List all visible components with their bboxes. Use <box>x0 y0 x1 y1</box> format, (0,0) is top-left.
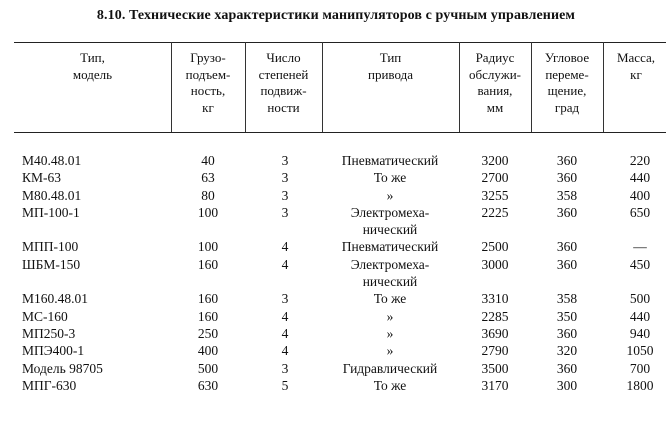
cell-drive: » <box>386 187 394 203</box>
table-row <box>0 308 672 325</box>
cell-model: Модель 98705 <box>22 360 103 376</box>
cell-model: МПП-100 <box>22 239 79 255</box>
table-row <box>0 325 672 342</box>
table-row <box>0 187 672 204</box>
cell-mass: 220 <box>629 153 651 168</box>
cell-degrees: 4 <box>281 256 289 272</box>
cell-model: МПЭ400-1 <box>22 343 85 359</box>
cell-radius: 3500 <box>481 360 509 376</box>
cell-angle: 358 <box>556 291 578 307</box>
cell-radius: 2225 <box>481 204 509 220</box>
cell-radius: 3690 <box>481 325 509 341</box>
cell-mass: 400 <box>629 187 651 203</box>
cell-load: 40 <box>201 153 215 168</box>
cell-load: 500 <box>197 360 219 376</box>
table-body <box>0 152 672 394</box>
cell-mass: — <box>633 239 647 255</box>
cell-drive: » <box>386 343 394 359</box>
header-model: Тип, модель <box>72 50 113 82</box>
cell-radius: 3255 <box>481 187 509 203</box>
cell-angle: 360 <box>556 256 578 272</box>
cell-angle: 358 <box>556 187 578 203</box>
cell-model: КМ-63 <box>22 170 62 186</box>
cell-angle: 300 <box>556 377 578 393</box>
cell-mass: 440 <box>629 308 651 324</box>
cell-load: 630 <box>197 377 219 393</box>
cell-model: М160.48.01 <box>22 291 89 307</box>
table-row <box>0 169 672 186</box>
header-degrees: Число степеней подвиж- ности <box>258 50 309 115</box>
cell-load: 400 <box>197 343 219 359</box>
cell-load: 100 <box>197 239 219 255</box>
table-row <box>0 342 672 359</box>
cell-angle: 320 <box>556 343 578 359</box>
header-load: Грузо- подъем- ность, кг <box>185 50 231 115</box>
table-row <box>0 238 672 255</box>
cell-load: 160 <box>197 256 219 272</box>
cell-radius: 3170 <box>481 377 509 393</box>
table-row <box>0 360 672 377</box>
header-mass: Масса, кг <box>616 50 656 82</box>
header-radius: Радиус обслужи- вания, мм <box>469 50 521 115</box>
table-row <box>0 204 672 239</box>
cell-drive: Пневматический <box>341 239 439 255</box>
cell-mass: 940 <box>629 325 651 341</box>
cell-degrees: 4 <box>281 343 289 359</box>
cell-mass: 450 <box>629 256 651 272</box>
cell-drive: То же <box>373 291 407 307</box>
cell-model: М80.48.01 <box>22 187 82 203</box>
cell-degrees: 3 <box>281 204 289 220</box>
cell-drive: Электромеха- нический <box>350 204 430 238</box>
cell-angle: 360 <box>556 204 578 220</box>
cell-radius: 3000 <box>481 256 509 272</box>
table-title: 8.10. Технические характеристики манипуляторов с ручным управлением <box>96 8 576 23</box>
top-rule <box>14 42 666 43</box>
cell-mass: 1800 <box>626 377 654 393</box>
cell-drive: » <box>386 325 394 341</box>
cell-model: МП-100-1 <box>22 204 80 220</box>
cell-degrees: 3 <box>281 291 289 307</box>
cell-radius: 3200 <box>481 153 509 168</box>
cell-load: 100 <box>197 204 219 220</box>
cell-radius: 2790 <box>481 343 509 359</box>
cell-model: МПГ-630 <box>22 377 77 393</box>
cell-drive: То же <box>373 377 407 393</box>
cell-mass: 440 <box>629 170 651 186</box>
cell-radius: 3310 <box>481 291 509 307</box>
cell-angle: 360 <box>556 325 578 341</box>
cell-model: МП250-3 <box>22 325 76 341</box>
table-row <box>0 377 672 394</box>
cell-radius: 2285 <box>481 308 509 324</box>
cell-model: МС-160 <box>22 308 68 324</box>
cell-drive: Пневматический <box>341 153 439 168</box>
cell-degrees: 3 <box>281 187 289 203</box>
cell-mass: 650 <box>629 204 651 220</box>
cell-radius: 2500 <box>481 239 509 255</box>
cell-angle: 360 <box>556 153 578 168</box>
cell-mass: 500 <box>629 291 651 307</box>
cell-load: 250 <box>197 325 219 341</box>
cell-degrees: 3 <box>281 360 289 376</box>
cell-degrees: 3 <box>281 170 289 186</box>
cell-model: М40.48.01 <box>22 153 82 168</box>
cell-angle: 360 <box>556 360 578 376</box>
cell-degrees: 5 <box>281 377 289 393</box>
table-row <box>0 290 672 307</box>
cell-drive: » <box>386 308 394 324</box>
cell-degrees: 4 <box>281 239 289 255</box>
cell-mass: 700 <box>629 360 651 376</box>
cell-radius: 2700 <box>481 170 509 186</box>
cell-load: 160 <box>197 291 219 307</box>
cell-angle: 360 <box>556 170 578 186</box>
cell-load: 80 <box>201 187 215 203</box>
header-rule <box>14 132 666 133</box>
cell-drive: Электромеха- нический <box>350 256 430 290</box>
cell-mass: 1050 <box>626 343 654 359</box>
cell-degrees: 4 <box>281 325 289 341</box>
header-drive: Тип привода <box>368 50 413 82</box>
cell-load: 63 <box>201 170 215 186</box>
cell-drive: Гидравлический <box>342 360 438 376</box>
cell-angle: 350 <box>556 308 578 324</box>
cell-drive: То же <box>373 170 407 186</box>
cell-load: 160 <box>197 308 219 324</box>
header-angle: Угловое переме- щение, град <box>544 50 590 115</box>
cell-angle: 360 <box>556 239 578 255</box>
cell-degrees: 4 <box>281 308 289 324</box>
table-row <box>0 152 672 169</box>
table-row <box>0 256 672 291</box>
cell-degrees: 3 <box>281 153 289 168</box>
cell-model: ШБМ-150 <box>22 256 81 272</box>
